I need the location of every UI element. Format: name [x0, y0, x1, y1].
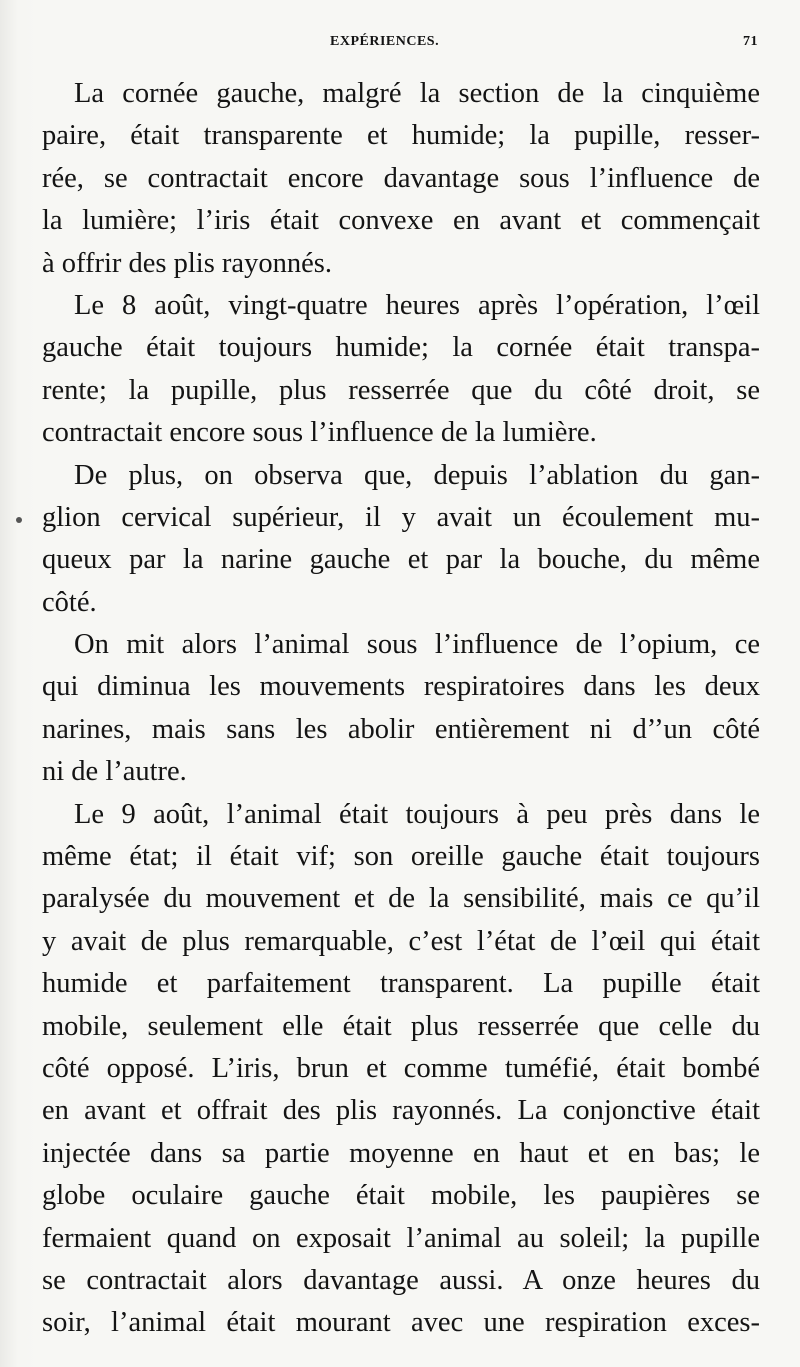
text-line: De plus, on observa que, depuis l’ablation du gan-: [74, 459, 760, 491]
running-title: EXPÉRIENCES.: [330, 34, 440, 49]
text-line: narines, mais sans les abolir entièrement ni d’’un côté: [42, 713, 760, 745]
text-line: fermaient quand on exposait l’animal au soleil; la pupille: [42, 1222, 760, 1254]
text-line: humide et parfaitement transparent. La pupille était: [42, 968, 760, 1000]
text-line: paralysée du mouvement et de la sensibilité, mais ce qu’il: [42, 883, 760, 915]
text-line: en avant et offrait des plis rayonnés. La conjonctive était: [42, 1095, 760, 1127]
text-line: Le 9 août, l’animal était toujours à peu près dans le: [74, 798, 760, 830]
text-line: glion cervical supérieur, il y avait un écoulement mu-: [42, 501, 760, 533]
text-line: côté opposé. L’iris, brun et comme tuméfié, était bombé: [42, 1052, 760, 1084]
text-line: y avait de plus remarquable, c’est l’état de l’œil qui était: [42, 925, 760, 957]
text-line: La cornée gauche, malgré la section de la cinquième: [74, 78, 760, 109]
text-line: soir, l’animal était mourant avec une respiration exces-: [42, 1307, 760, 1339]
text-line: injectée dans sa partie moyenne en haut et en bas; le: [42, 1137, 760, 1169]
margin-ink-dot: [16, 517, 22, 523]
text-line: queux par la narine gauche et par la bouche, du même: [42, 544, 760, 576]
text-line: Le 8 août, vingt-quatre heures après l’opération, l’œil: [74, 289, 760, 321]
page-number: 71: [743, 34, 758, 49]
text-line: globe oculaire gauche était mobile, les paupières se: [42, 1180, 760, 1212]
text-line: qui diminua les mouvements respiratoires dans les deux: [42, 671, 760, 703]
text-line: rente; la pupille, plus resserrée que du côté droit, se: [42, 374, 760, 406]
page-header: [0, 34, 800, 56]
body-text: [42, 73, 760, 1345]
text-line: ni de l’autre.: [42, 756, 187, 788]
text-line: même état; il était vif; son oreille gauche était toujours: [42, 841, 760, 873]
text-line: mobile, seulement elle était plus resserrée que celle du: [42, 1010, 760, 1042]
text-line: côté.: [42, 586, 97, 618]
text-line: à offrir des plis rayonnés.: [42, 247, 332, 279]
text-line: gauche était toujours humide; la cornée était transpa-: [42, 332, 760, 364]
text-line: la lumière; l’iris était convexe en avant et commençait: [42, 205, 760, 237]
text-line: contractait encore sous l’influence de la lumière.: [42, 417, 597, 449]
text-line: paire, était transparente et humide; la pupille, resser-: [42, 120, 760, 152]
text-line: se contractait alors davantage aussi. A onze heures du: [42, 1264, 760, 1296]
text-line: On mit alors l’animal sous l’influence de l’opium, ce: [74, 629, 760, 661]
text-line: rée, se contractait encore davantage sous l’influence de: [42, 162, 760, 194]
